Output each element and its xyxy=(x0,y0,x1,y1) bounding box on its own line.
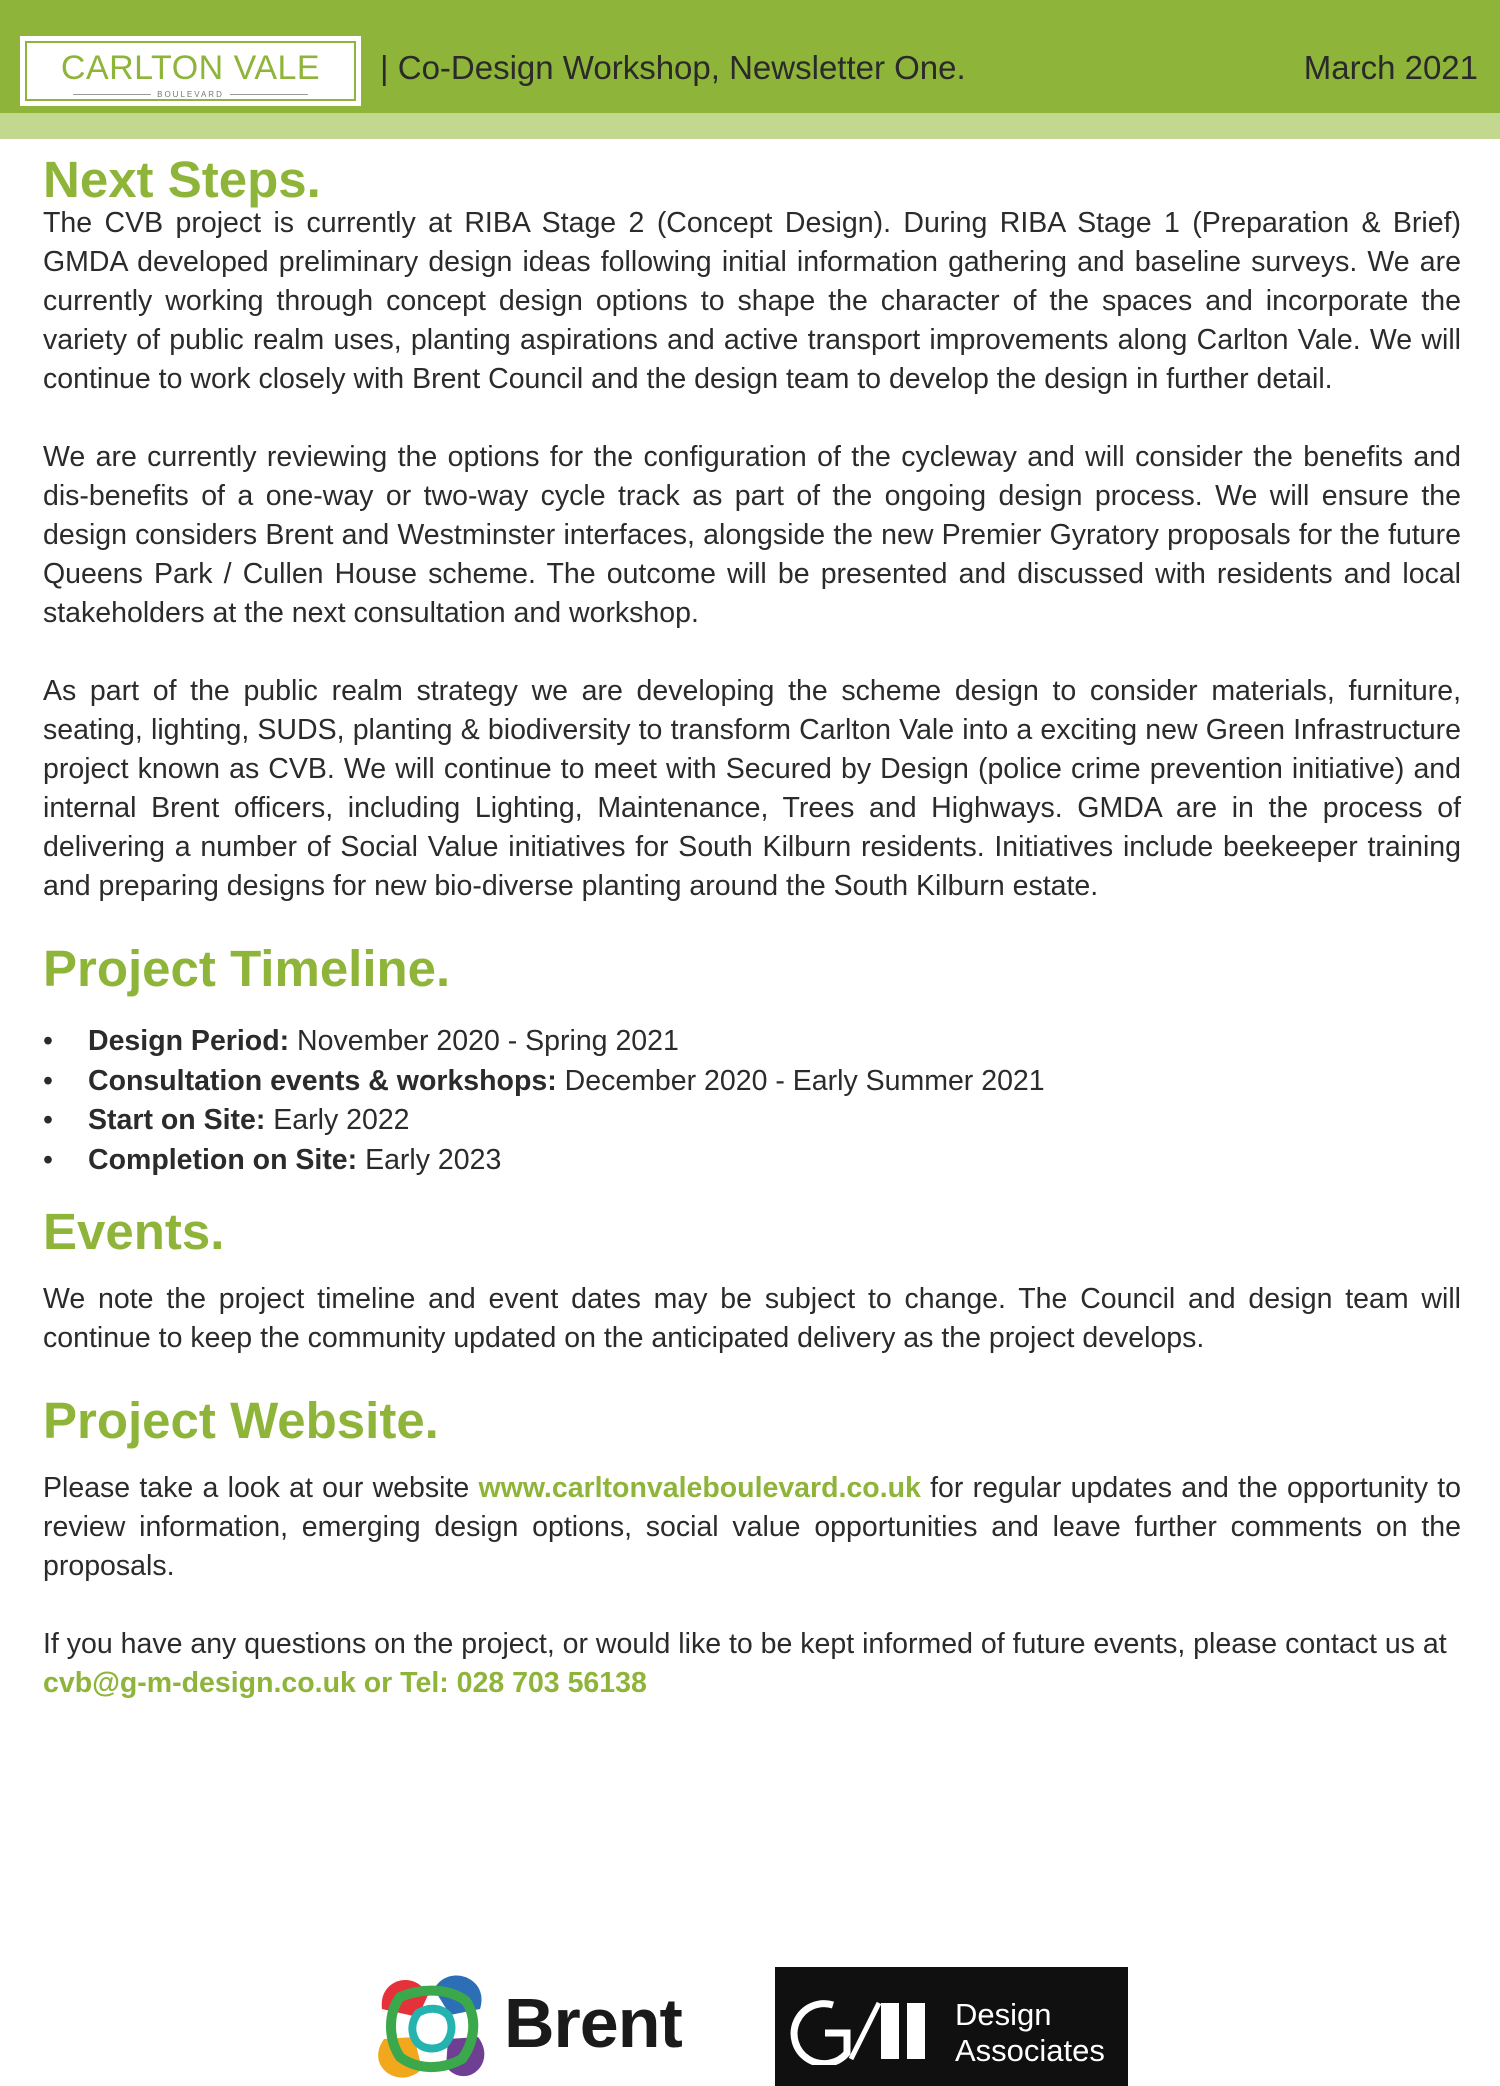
brent-logo xyxy=(370,1965,690,2086)
newsletter-date: March 2021 xyxy=(1303,49,1478,86)
gm-line-associates: Associates xyxy=(955,2033,1105,2068)
website-text-after: for regular updates and the opportunity to review information, emerging design options, social value opportunities and leave further comments on the proposals. xyxy=(43,1472,1461,1582)
timeline-heading: Project Timeline. xyxy=(43,940,451,997)
newsletter-title: | Co-Design Workshop, Newsletter One. xyxy=(380,49,966,86)
next-steps-paragraph-3: As part of the public realm strategy we are developing the scheme design to consider materials, furniture, seating, lighting, SUDS, planting & biodiversity to transform Carlton Vale into a exciting new Green Infrastructure project known as CVB. We will continue to meet with Secured by Design (police crime prevention initiative) and internal Brent officers, including Lighting, Maintenance, Trees and Highways. GMDA are in the process of delivering a number of Social Value initiatives for South Kilburn residents. Initiatives include beekeeper training and preparing designs for new bio-diverse planting around the South Kilburn estate. xyxy=(43,675,1461,902)
timeline-item xyxy=(43,1062,1461,1102)
timeline-item xyxy=(43,1101,1461,1141)
timeline-item-value: Early 2023 xyxy=(357,1143,502,1176)
timeline-item-value: December 2020 - Early Summer 2021 xyxy=(556,1064,1045,1097)
gm-design-text xyxy=(955,1997,1105,2069)
events-heading: Events. xyxy=(43,1203,225,1260)
timeline-item-label: Completion on Site: xyxy=(88,1143,358,1176)
next-steps-paragraph-1: The CVB project is currently at RIBA Stage 2 (Concept Design). During RIBA Stage 1 (Preparation & Brief) GMDA developed preliminary design ideas following initial information gathering and baseline surveys. We are currently working through concept design options to shape the character of the spaces and incorporate the variety of public realm uses, planting aspirations and active transport improvements along Carlton Vale. We will continue to work closely with Brent Council and the design team to develop the design in further detail. xyxy=(43,207,1461,395)
website-link[interactable]: www.carltonvaleboulevard.co.uk xyxy=(478,1472,921,1504)
timeline-item-label: Start on Site: xyxy=(88,1104,266,1136)
main-content xyxy=(43,150,1461,1703)
gm-design-logo xyxy=(775,1967,1128,2086)
logo-sub-label: BOULEVARD xyxy=(157,90,224,99)
gm-line-design: Design xyxy=(955,1997,1052,2032)
timeline-item-label: Design Period: xyxy=(88,1025,290,1057)
timeline-item-value: Early 2022 xyxy=(265,1104,410,1136)
timeline-item xyxy=(43,1022,1461,1062)
timeline-item-label: Consultation events & workshops: xyxy=(88,1064,557,1097)
timeline-list xyxy=(43,1022,1461,1180)
contact-paragraph xyxy=(43,1625,1461,1703)
next-steps-paragraph-2: We are currently reviewing the options for the configuration of the cycleway and will consider the benefits and dis-benefits of a one-way or two-way cycle track as part of the ongoing design process. We will ensure the design considers Brent and Westminster interfaces, alongside the new Premier Gyratory proposals for the future Queens Park / Cullen House scheme. The outcome will be presented and discussed with residents and local stakeholders at the next consultation and workshop. xyxy=(43,441,1461,629)
contact-text-before: If you have any questions on the project, or would like to be kept informed of future events, please contact us at xyxy=(43,1628,1447,1660)
next-steps-heading: Next Steps. xyxy=(43,151,321,208)
logo-frame xyxy=(25,41,356,101)
timeline-item-value: November 2020 - Spring 2021 xyxy=(289,1025,679,1057)
contact-link[interactable]: cvb@g-m-design.co.uk or Tel: 028 703 56138 xyxy=(43,1667,647,1699)
website-paragraph xyxy=(43,1469,1461,1586)
logo-main-text: CARLTON VALE xyxy=(60,49,321,87)
carlton-vale-logo xyxy=(20,36,361,106)
timeline-item xyxy=(43,1141,1461,1181)
events-paragraph: We note the project timeline and event dates may be subject to change. The Council and design team will continue to keep the community updated on the anticipated delivery as the project develops. xyxy=(43,1283,1461,1354)
website-text-before: Please take a look at our website xyxy=(43,1472,479,1504)
logo-sub-text xyxy=(27,90,354,99)
header-band xyxy=(0,113,1500,139)
brent-name: Brent xyxy=(504,1984,682,2062)
brent-emblem-icon xyxy=(370,1967,495,2086)
website-heading: Project Website. xyxy=(43,1392,439,1449)
gm-monogram-icon xyxy=(789,1997,939,2065)
